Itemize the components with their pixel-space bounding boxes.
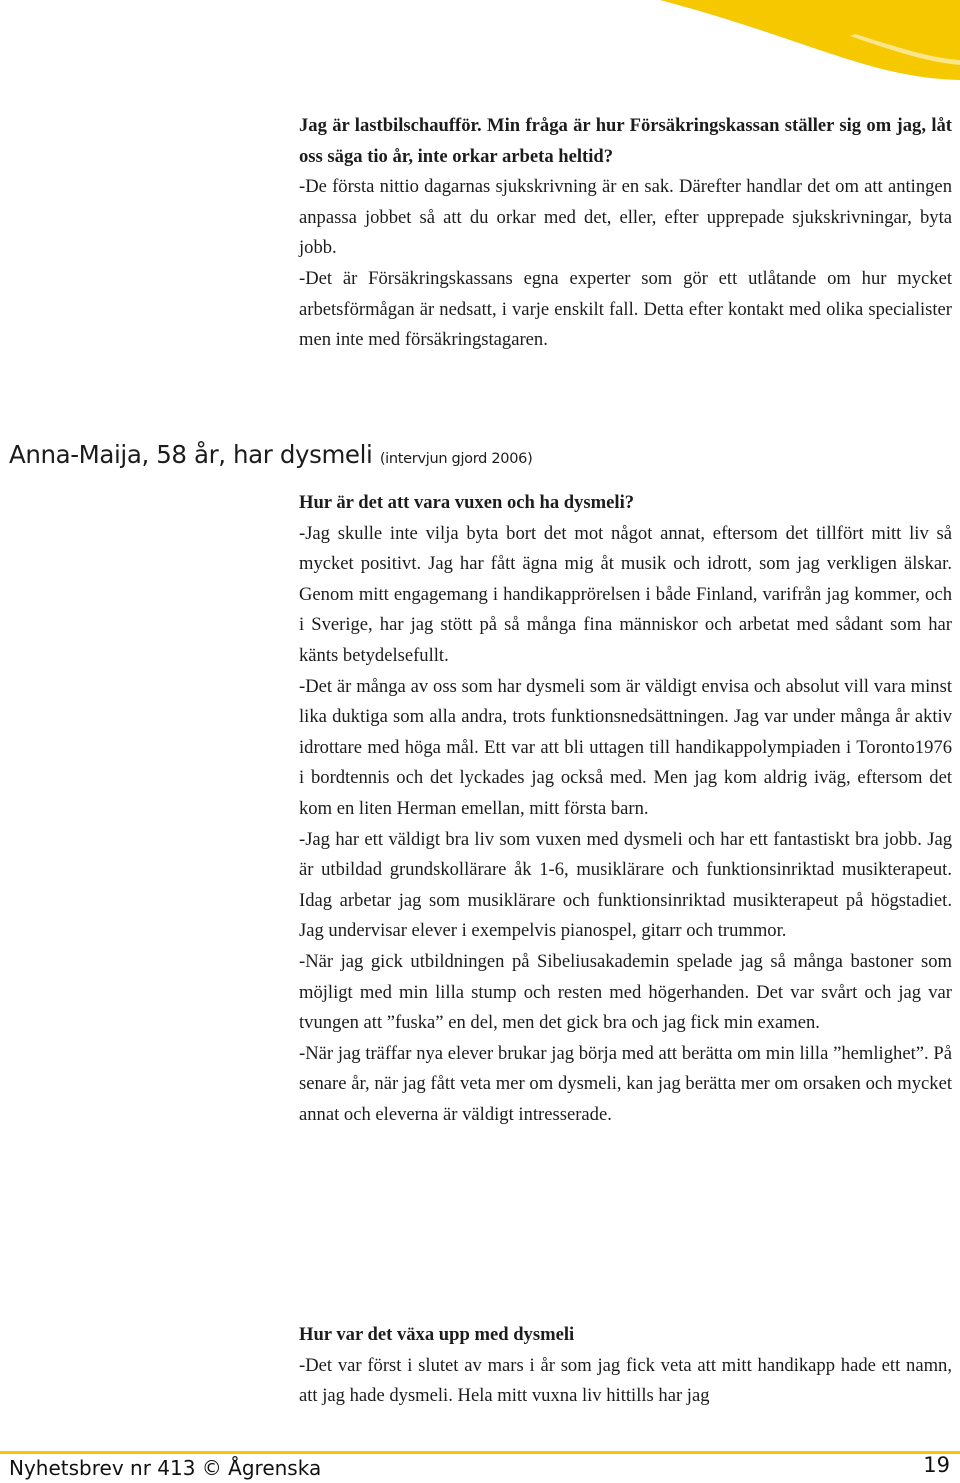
page-number: 19 [923,1453,950,1477]
interview-answer: -Det är många av oss som har dysmeli som är väldigt envisa och absolut vill vara minst lika duktiga som alla andra, trots funktionsnedsättningen. Jag var under många år aktiv idrottare med höga mål. Ett var att bli uttagen till handikappolympiaden i Toronto1976 i bordtennis och det lyckades jag också med. Men jag kom aldrig iväg, eftersom det kom en liten Herman emellan, mitt första barn. [299,675,952,819]
interview-question: Hur är det att vara vuxen och ha dysmeli? [299,492,635,513]
intro-paragraph: -Det är Försäkringskassans egna experter som gör ett utlåtande om hur mycket arbetsförmågan är nedsatt, i varje enskilt fall. Detta efter kontakt med olika specialister men inte med försäkringstagaren. [299,267,952,351]
intro-question: Jag är lastbilschaufför. Min fråga är hur Försäkringskassan ställer sig om jag, låt oss säga tio år, inte orkar arbeta heltid? [299,115,952,167]
yellow-corner-graphic [660,0,960,80]
footer-publication: Nyhetsbrev nr 413 © Ågrenska [9,1456,322,1480]
growing-up-block [299,1320,952,1412]
interview-answer: -När jag gick utbildningen på Sibeliusakademin spelade jag så många bastoner som möjligt med min lilla stump och resten med högerhanden. Det var svårt och jag var tvungen att ”fuska” en del, men det gick bra och jag fick min examen. [299,950,952,1034]
interview-question: Hur var det växa upp med dysmeli [299,1324,575,1345]
page-footer [0,1451,960,1483]
section-heading [9,440,532,469]
section-subtitle: (intervjun gjord 2006) [379,451,533,467]
interview-answer: -Jag skulle inte vilja byta bort det mot något annat, eftersom det tillfört mitt liv så mycket positivt. Jag har fått ägna mig åt musik och idrott, som jag verkligen älskar. Genom mitt engagemang i handikapprörelsen i både Finland, varifrån jag kommer, och i Sverige, har jag stött på så många fina människor och arbetat med sådant som har känts betydelsefullt. [299,522,952,666]
interview-block [299,488,952,1130]
section-title: Anna-Maija, 58 år, har dysmeli [9,440,373,469]
intro-paragraph: -De första nittio dagarnas sjukskrivning är en sak. Därefter handlar det om att antingen anpassa jobbet så att du orkar med det, eller, efter upprepade sjukskrivningar, byta jobb. [299,176,952,259]
interview-answer: -Jag har ett väldigt bra liv som vuxen med dysmeli och har ett fantastiskt bra jobb. Jag är utbildad grundskollärare åk 1-6, musiklärare och funktionsinriktad musikterapeut. Idag arbetar jag som musiklärare och funktionsinriktad musikterapeut på högstadiet. Jag undervisar elever i exempelvis pianospel, gitarr och trummor. [299,828,952,942]
interview-answer: -När jag träffar nya elever brukar jag börja med att berätta om min lilla ”hemlighet”. På senare år, när jag fått veta mer om dysmeli, kan jag berätta mer om orsaken och mycket annat och eleverna är väldigt intresserade. [299,1042,952,1125]
interview-answer: -Det var först i slutet av mars i år som jag fick veta att mitt handikapp hade ett namn, att jag hade dysmeli. Hela mitt vuxna liv hittills har jag [299,1354,952,1407]
intro-block [299,111,952,356]
